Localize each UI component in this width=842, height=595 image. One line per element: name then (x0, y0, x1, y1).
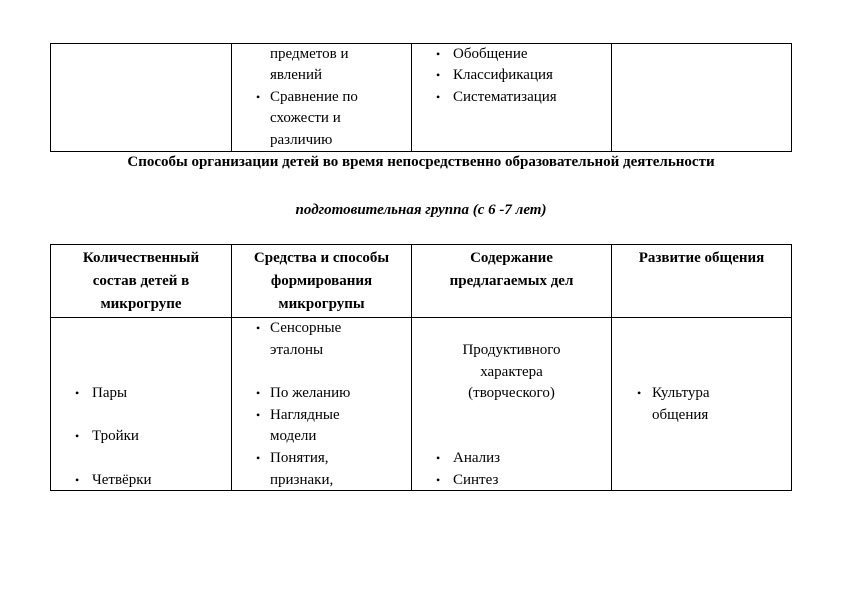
header-line: Содержание (470, 250, 553, 266)
top-table-border-top (50, 43, 792, 44)
top-col2-line: различию (270, 132, 333, 148)
col4-line: общения (652, 407, 709, 423)
col4-line: Культура (652, 385, 710, 401)
top-col3-item: Систематизация (453, 89, 557, 105)
bullet-icon: • (75, 473, 80, 487)
header-line: Количественный (82, 250, 200, 266)
header-line: формирования (270, 273, 373, 289)
top-col3-item: Классификация (453, 67, 553, 83)
top-table-divider-3 (611, 43, 612, 152)
section-subtitle: подготовительная группа (с 6 -7 лет) (295, 202, 547, 218)
top-col2-line: явлений (270, 67, 323, 83)
col3-line: Продуктивного (462, 342, 561, 358)
main-table-header-separator (50, 317, 792, 318)
main-table-border-right (791, 244, 792, 491)
main-table-border-bottom (50, 490, 792, 491)
bullet-icon: • (436, 90, 441, 104)
col2-line: Сенсорные (270, 320, 342, 336)
top-col2-line: схожести и (270, 110, 341, 126)
bullet-icon: • (436, 451, 441, 465)
top-col2-line: Сравнение по (270, 89, 358, 105)
col2-line: Понятия, (270, 450, 329, 466)
col3-item: Синтез (453, 472, 499, 488)
bullet-icon: • (256, 451, 261, 465)
main-table-divider-3 (611, 244, 612, 491)
bullet-icon: • (436, 473, 441, 487)
col2-line: модели (270, 428, 317, 444)
bullet-icon: • (75, 429, 80, 443)
header-line: микрогрупе (100, 296, 182, 312)
top-col2-line: предметов и (270, 46, 349, 62)
header-line: Развитие общения (638, 250, 765, 266)
bullet-icon: • (256, 408, 261, 422)
section-title: Способы организации детей во время непосредственно образовательной деятельности (127, 154, 715, 170)
top-table-border-right (791, 43, 792, 152)
col2-line: По желанию (270, 385, 351, 401)
top-table-border-left (50, 43, 51, 152)
col3-line: (творческого) (468, 385, 555, 401)
top-table-divider-1 (231, 43, 232, 152)
col1-item: Пары (92, 385, 128, 401)
bullet-icon: • (436, 68, 441, 82)
header-line: предлагаемых дел (449, 273, 574, 289)
header-line: состав детей в (92, 273, 190, 289)
bullet-icon: • (637, 386, 642, 400)
bullet-icon: • (256, 90, 261, 104)
top-col3-item: Обобщение (453, 46, 528, 62)
bullet-icon: • (75, 386, 80, 400)
bullet-icon: • (256, 386, 261, 400)
col3-item: Анализ (453, 450, 501, 466)
bullet-icon: • (436, 47, 441, 61)
col1-item: Тройки (92, 428, 139, 444)
main-table-border-top (50, 244, 792, 245)
top-table-divider-2 (411, 43, 412, 152)
col2-line: эталоны (270, 342, 324, 358)
col3-line: характера (480, 364, 543, 380)
bullet-icon: • (256, 321, 261, 335)
col2-line: Наглядные (270, 407, 340, 423)
header-line: микрогрупы (278, 296, 365, 312)
col1-item: Четвёрки (92, 472, 152, 488)
header-line: Средства и способы (253, 250, 390, 266)
col2-line: признаки, (270, 472, 334, 488)
